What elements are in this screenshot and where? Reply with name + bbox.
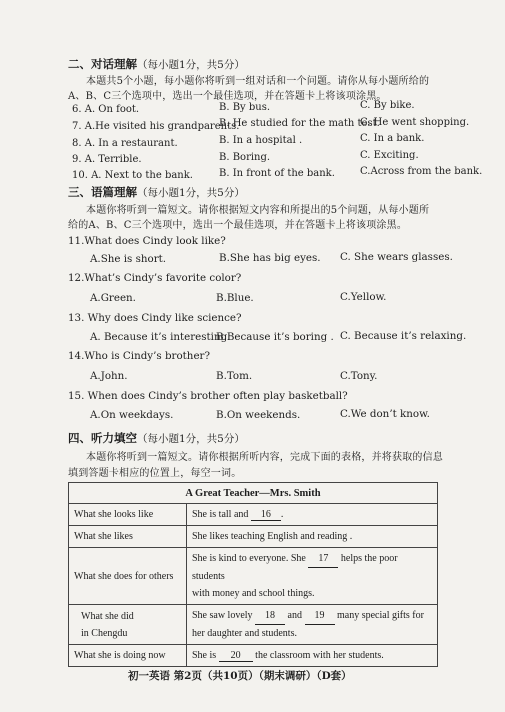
section3-score: （每小题1分，共5分） <box>137 187 245 199</box>
row-content <box>187 548 438 605</box>
option-13a: A. Because it’s interesting. <box>90 331 231 343</box>
table-row <box>69 526 438 548</box>
row-label-line: What she did <box>81 610 134 622</box>
question-13: 13. Why does Cindy like science? <box>68 312 242 324</box>
row-text: and <box>287 610 302 621</box>
option-7b: B. He studied for the math test. <box>219 118 380 129</box>
option-15b: B.On weekends. <box>216 409 301 421</box>
blank-17: 17 <box>308 550 338 568</box>
section3-heading <box>68 184 245 200</box>
row-label: What she does for others <box>69 548 187 605</box>
section2-score: （每小题1分，共5分） <box>137 59 245 71</box>
row-text: She is <box>192 649 217 661</box>
section4-instruction-1: 本题你将听到一篇短文。请你根据所听内容，完成下面的表格，并将获取的信息 <box>86 452 443 463</box>
option-6c: C. By bike. <box>360 100 415 111</box>
option-6b: B. By bus. <box>219 102 271 113</box>
option-14b: B.Tom. <box>216 370 253 382</box>
row-content: She likes teaching English and reading . <box>187 526 438 548</box>
blank-20: 20 <box>219 650 253 662</box>
option-11c: C. She wears glasses. <box>340 251 453 263</box>
section2-instruction-1: 本题共5个小题，每小题你将听到一组对话和一个问题。请你从每小题所给的 <box>86 76 430 87</box>
section4-instruction-2: 填到答题卡相应的位置上，每空一词。 <box>68 468 242 479</box>
row-content <box>187 645 438 667</box>
option-10c: C.Across from the bank. <box>360 166 483 177</box>
option-11a: A.She is short. <box>90 253 167 265</box>
question-14: 14.Who is Cindy’s brother? <box>68 350 210 362</box>
row-text: many special gifts for <box>337 610 424 621</box>
page-footer: 初一英语 第2页（共10页）（期末调研）（D套） <box>128 670 352 682</box>
option-11b: B.She has big eyes. <box>219 252 321 264</box>
option-14a: A.John. <box>90 370 128 382</box>
table-row <box>69 605 438 645</box>
option-13b: B.Because it’s boring . <box>216 331 334 343</box>
option-8c: C. In a bank. <box>360 133 425 144</box>
table-row <box>69 504 438 526</box>
option-15a: A.On weekdays. <box>90 409 174 421</box>
option-12c: C.Yellow. <box>340 291 387 303</box>
option-12a: A.Green. <box>90 292 136 304</box>
option-8a: 8. A. In a restaurant. <box>72 138 178 149</box>
blank-16: 16 <box>251 509 281 521</box>
row-text: helps the poor students <box>192 553 398 582</box>
option-13c: C. Because it’s relaxing. <box>340 330 467 342</box>
option-12b: B.Blue. <box>216 292 254 304</box>
blank-19: 19 <box>305 607 335 625</box>
row-label: What she is doing now <box>69 645 187 667</box>
section4-title: 四、听力填空 <box>68 431 137 445</box>
section2-title: 二、对话理解 <box>68 57 137 71</box>
option-10b: B. In front of the bank. <box>219 168 335 179</box>
question-11: 11.What does Cindy look like? <box>68 235 226 247</box>
option-9c: C. Exciting. <box>360 150 419 161</box>
row-text: She is kind to everyone. She <box>192 553 306 564</box>
section4-heading <box>68 430 245 446</box>
row-text: with money and school things. <box>192 588 315 599</box>
row-label: What she likes <box>69 526 187 548</box>
row-label <box>69 605 187 645</box>
section4-score: （每小题1分，共5分） <box>137 433 245 445</box>
row-text: her daughter and students. <box>192 628 297 639</box>
option-9a: 9. A. Terrible. <box>72 154 142 165</box>
section2-instruction-2: A、B、C三个选项中，选出一个最佳选项，并在答题卡上将该项涂黑。 <box>68 91 387 102</box>
option-7a: 7. A.He visited his grandparents. <box>72 121 240 132</box>
row-text: . <box>280 508 284 520</box>
option-14c: C.Tony. <box>340 370 378 382</box>
section3-instruction-2: 给的A、B、C三个选项中，选出一个最佳选项，并在答题卡上将该项涂黑。 <box>68 220 408 231</box>
option-8b: B. In a hospital . <box>219 135 303 146</box>
option-15c: C.We don’t know. <box>340 408 430 420</box>
section2-heading <box>68 56 245 72</box>
section3-title: 三、语篇理解 <box>68 185 137 199</box>
section3-instruction-1: 本题你将听到一篇短文。请你根据短文内容和所提出的5个问题，从每小题所 <box>86 205 430 216</box>
table-row <box>69 548 438 605</box>
option-9b: B. Boring. <box>219 152 271 163</box>
table-title: A Great Teacher—Mrs. Smith <box>69 483 438 504</box>
row-label-line: in Chengdu <box>81 627 128 639</box>
option-6a: 6. A. On foot. <box>72 104 140 115</box>
row-text: She saw lovely <box>192 610 253 621</box>
fill-in-table <box>68 482 438 667</box>
row-label: What she looks like <box>69 504 187 526</box>
row-content <box>187 605 438 645</box>
row-content <box>187 504 438 526</box>
option-7c: C. He went shopping. <box>360 117 470 128</box>
question-12: 12.What’s Cindy’s favorite color? <box>68 272 242 284</box>
row-text: She is tall and <box>192 508 249 520</box>
row-text: the classroom with her students. <box>255 649 384 661</box>
table-header-row <box>69 483 438 504</box>
blank-18: 18 <box>255 607 285 625</box>
question-15: 15. When does Cindy’s brother often play basketball? <box>68 390 348 402</box>
option-10a: 10. A. Next to the bank. <box>72 170 193 181</box>
table-row <box>69 645 438 667</box>
